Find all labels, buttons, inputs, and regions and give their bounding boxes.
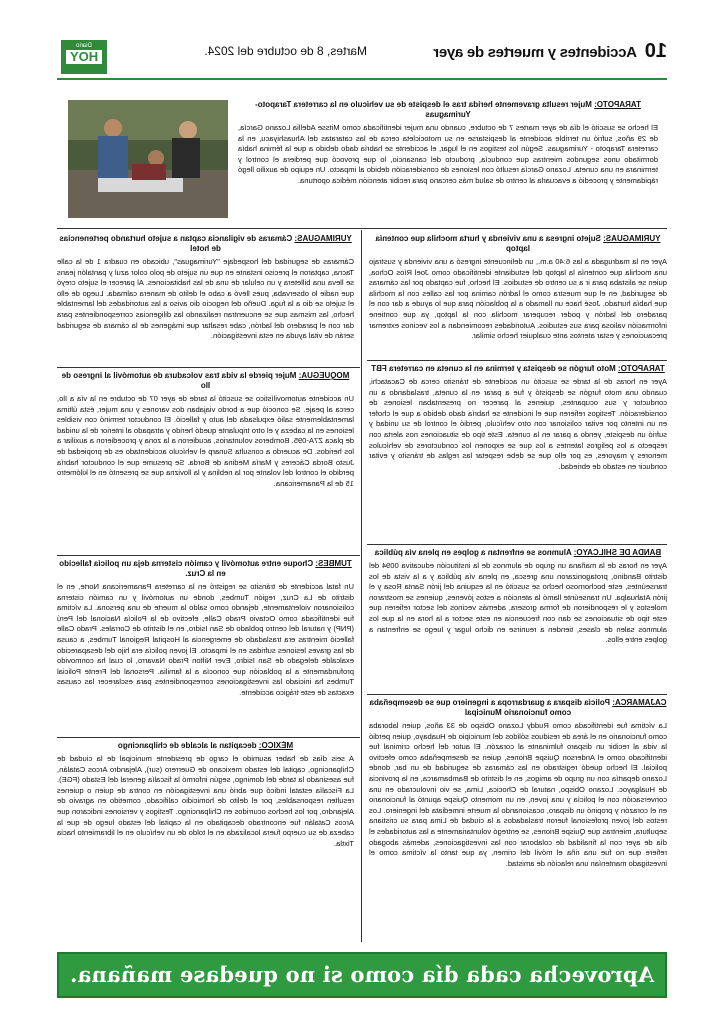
article-moquegua-volcadura (57, 371, 354, 551)
article-headline (369, 364, 667, 374)
article-headline (57, 559, 354, 579)
article-body: La víctima fue identificada como Ruddy Lozano Obispo de 33 años, quien laboraba como funcionario en el área de residuos sólidos del municipio de Huabayo, quien perdió la vida al recibir un disparo fulminante al corazón. El autor del hecho criminal fue identificado como el Anderson Quispe Briones, quien se desempeñaba como efectivo policial. El hecho quedó registrado en las cámaras de seguridad de un bar, donde Lozano departía con un grupo de amigos, en el distrito de Bambamarca, en la provincia de Hualgayoc. Lozano Obispo, natural de Chocica, Lima, se vio involucrado en una conversación con el policía y una joven, en un momento Quispe apuntó al funcionario en el corazón y propinó un disparo, ocasionando la muerte inmediata del ingeniero. Los restos del joven profesional fueron trasladados a la ciudad de Lima para su cristiana sepultura, mientras que Quispe Briones, se entregó voluntariamente a las autoridades el día de ayer con la finalidad de colaborar con las investigaciones, además abogado refiere que no fue una riña el móvil del crimen, ya que tanto la víctima como el investigado mantenían una relación de amistad. (369, 721, 667, 868)
article-body: Ayer en la madrugada a las 6:40 a.m., un delincuente ingresó a una vivienda y sustrajo una mochila que contenía la laptop del estudiante identificado como Joel Ríos Ochoa, quien se alistaba para ir a su centro de estudios. El hecho, fue captado por las cámaras de seguridad, en el que muestra como el ladrón camina por las calles con la mochila que había hurtado. José hace un llamado a la población para que lo ayude a dar con el paradero del ladrón y poder recuperar mochila con la laptop, ya que contiene información valiosa para sus estudios. Autoridades recomiendan a los vecinos extremar precauciones y estar atentos ante cualquier hecho similar. (369, 257, 667, 341)
newspaper-logo (61, 40, 107, 74)
article-body: Ayer en horas de la tarde se suscitó un accidente de tránsito cerca de Cacatachi, cuando una moto furgón se despistó y fue a parar en la cuneta, trasladando a un conductor y sus ocupantes, quienes al parecer no presentaban lesiones de consideración. Testigos refieren que el incidente se habría dado debido a que el chofer en un intento por evitar colisionar con otro vehículo, perdió el control de su unidad y sufrió un despiste, yendo a parar en la cuneta. Este tipo de situaciones nos alerta con respecto a los peligros latentes a los que se exponen los conductores de vehículos menores y mayores, es por ello que se debe respetar las reglas de tránsito y evitar conducir en estado de ebriedad. (369, 377, 667, 471)
article-location: YURIMAGUAS: (294, 234, 352, 243)
article-headline (369, 548, 667, 558)
article-headline (57, 741, 354, 751)
article-title: Moto furgón se despista y termina en la cuneta en carretera FBT (371, 364, 616, 373)
article-location: MOQUEGUA: (298, 371, 350, 380)
article-title: Mujer pierde la vida tras volcadura de automóvil al ingreso de Ilo (61, 371, 297, 390)
article-location: MÉXICO: (258, 741, 294, 750)
article-tarapoto-mujer (238, 100, 658, 222)
article-yurimaguas-laptop (369, 234, 667, 356)
accident-photo (68, 100, 228, 218)
article-mexico-alcalde (57, 741, 354, 940)
article-headline (57, 234, 354, 254)
article-body: Cámaras de seguridad del hospedaje "Yurimaguas", ubicado en cuadra 1 de la calle Tacna, captaron el preciso instante en que un sujeto de polo color azul y pantalón jeans se lleva una billetera y un celular de una de las habitaciones. Al parecer el sujeto creyó que nadie lo observaba, pues llevó a cabo el delito de manera calmada. Luego de ello el sujeto se dio a la fuga. Dueño del negocio dio aviso a las autoridades del lamentable hecho, las mismas que se encuentran realizando las diligencias correspondientes para dar con el paradero del ladrón, cabe resaltar que imágenes de la cámara de seguridad serán de vital ayuda en esta investigación. (57, 257, 354, 341)
article-headline (369, 698, 667, 718)
divider-right-3 (57, 737, 360, 738)
column-divider (361, 230, 362, 942)
page-header (57, 40, 667, 80)
article-title: Cámaras de vigilancia captan a sujeto hurtando pertenencias de hotel (59, 234, 293, 253)
article-banda-alumnos (369, 548, 667, 690)
divider-right-2 (57, 555, 360, 556)
header-divider (57, 78, 667, 80)
article-title: Choque entre automóvil y camión cisterna deja un policía fallecido en la Cruz. (59, 559, 314, 578)
article-location: CAJAMARCA: (612, 698, 667, 707)
article-headline (57, 371, 354, 391)
article-title: Sujeto ingresa a una vivienda y hurta mochila que contenía laptop (375, 234, 601, 253)
article-title: Alumnos se enfrentan a golpes en plena vía pública (374, 548, 572, 557)
logo-name: HOY (66, 50, 102, 64)
article-location: TARAPOTO: (617, 364, 665, 373)
article-body: A seis días de haber asumido el cargo de presidente municipal de la ciudad de Chilpancingo, capital del estado mexicano de Guerrero (sur), Alejandro Arcos Catalán, fue asesinado la tarde del domingo, según informó la fiscalía general del Estado (FGE). La Fiscalía estatal indicó que abrió una investigación en contra de quien o quienes resulten responsables, por el delito de homicidio calificado, cometido en agravio de Alejandro, por los hechos ocurridos en Chilpancingo. Testigos y versiones indicaron que Arcos Catalán fue encontrado decapitado en la capital del estado luego de que la cabeza de su cuerpo fuera localizada en el toldo de un vehículo en el libramiento hacia Tixtla. (57, 754, 354, 848)
article-body: Ayer en horas de la mañana un grupo de alumnos de la institución educativa 0094 del distrito Bandino, protagonizaron una gresca, en plena vía pública y a la vista de los transeúntes, este bochornoso hecho se suscitó en la esquina del jirón Santa Rosa y el jirón Atahualpa. Un transeúnte llamó la atención a estos jóvenes, quienes se mostraron molestos y le respondieron de forma grosera, además vecinos del sector refieren que este tipo de situaciones se dan con frecuencia en este sector a la hora en la que los alumnos salen de clases, tienden a reunirse en dicho lugar y luego se enfrentan a golpes entre ellos. (369, 561, 667, 645)
article-headline (238, 100, 658, 120)
header-date: Martes, 8 de octubre del 2024. (204, 44, 367, 58)
article-location: TARAPOTO: (594, 100, 641, 109)
divider-top (57, 228, 667, 229)
section-title: Accidentes y muertes de ayer (433, 44, 637, 61)
divider-left-3 (367, 694, 667, 695)
article-yurimaguas-hotel (57, 234, 354, 364)
article-cajamarca-policia (369, 698, 667, 940)
divider-left-2 (367, 544, 667, 545)
page-number: 10 (644, 40, 667, 62)
article-title: Policía dispara a guardarropa a ingeniero que se desempeñaba como funcionario Municipal (369, 698, 611, 717)
article-headline (369, 234, 667, 254)
logo-top-text: Diario (76, 43, 92, 49)
footer-banner (57, 952, 667, 998)
article-body: El hecho se suscitó el día de ayer martes 7 de octubre, cuando una mujer identificada como Mitsse Adellia Lozano García, de 29 años, sufrió un terrible accidente al despistarse en su motocicleta cerca de las cataratas del Ahuashiyacu, en la carretera Tarapoto - Yurimaguas. Según los testigos en el lugar, el accidente se habría dado debido a que la fémina había dormitado unos segundos mientras que conducía, producto del cansancio, lo que provocó que perdiera el control y terminara en una cuneta. Lozano García resultó con lesiones de consideración debido al impacto. Un equipo de auxilio llegó rápidamente y procedió a evacuarla al centro de salud más cercano para recibir atención médica oportuna. (238, 123, 658, 185)
article-title: decapitan al alcalde de chilpancingo (117, 741, 257, 750)
article-tarapoto-motofurgon (369, 364, 667, 540)
article-location: YURIMAGUAS: (603, 234, 661, 243)
article-body: Un fatal accidente de tránsito se registró en la carretera Panamericana Norte, en el distrito de La Cruz, región Tumbes, donde un automóvil y un camión cisterna colisionaron violentamente, dejando como saldo la muerte de una persona. La víctima fue identificada como Octavio Prado Calle, efectivo de la Policía Nacional del Perú (PNP) y natural del centro poblado de San Isidro, en el distrito de Corrales. Prado Calle falleció mientras era trasladado de emergencia al Hospital Regional Tumbes, a causa de las graves lesiones sufridas en el impacto. El joven policía era hijo del desaparecido exalcalde delegado de San Isidro, Ever Nilton Prado Navarro, lo cual ha conmovido profundamente a la población que conocía a la familia. Personal del Frente Policial Tumbes ha iniciado las investigaciones correspondientes para esclarecer las causas exactas de este trágico accidente. (57, 582, 354, 697)
divider-left-1 (367, 360, 667, 361)
article-location: BANDA DE SHILCAYO: (573, 548, 662, 557)
footer-slogan: Aprovecha cada día como si no quedase mañana. (69, 962, 655, 987)
divider-right-1 (57, 367, 360, 368)
article-title: Mujer resulta gravemente herida tras el despiste de su vehículo en la carretera Tarapoto-Yurimaguas (255, 100, 592, 119)
article-body: Un accidente automovilístico se suscitó la tarde de ayer 07 de octubre en la vía a Ilo, cerca al peaje. Se conoció que a bordo viajaban dos varones y una mujer, ésta última lamentablemente salió expulsada del auto y falleció. El conductor terminó con visibles lesiones en la cabeza y el otro tripulante quedó herido y atrapado al interior de la unidad de placa Z7A-095. Bomberos voluntarios, acudieron a la zona y procedieron a auxiliar a los heridos. De acuerdo a consulta Sunarp el vehículo accidentado es de propiedad de Justo Borda Cáceres y María Medina de Borda. Se presume que el conductor habría perdido el control del volante por la neblina y la llovizna que se presentó en el kilómetro 15 de la Panamericana. (57, 394, 354, 488)
article-tumbes-choque (57, 559, 354, 733)
article-location: TUMBES: (315, 559, 352, 568)
